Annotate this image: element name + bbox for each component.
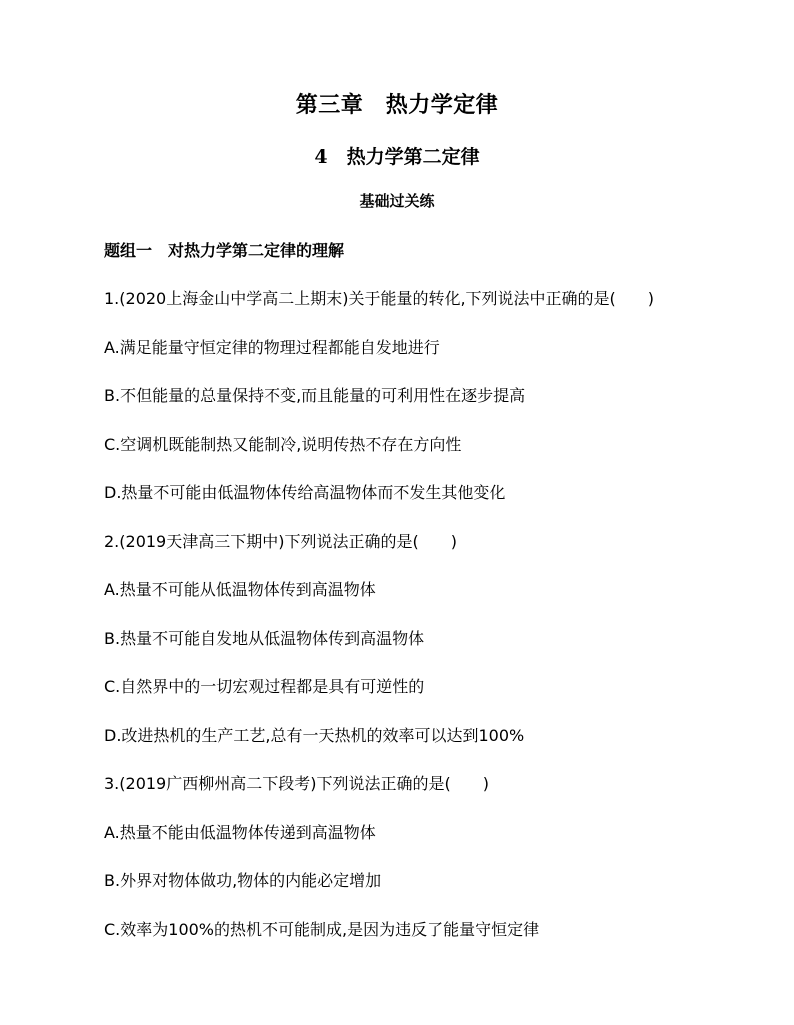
question-3-stem: 3.(2019广西柳州高二下段考)下列说法正确的是( ) <box>104 774 489 793</box>
question-3-option-a: A.热量不能由低温物体传递到高温物体 <box>104 823 376 842</box>
practice-title: 基础过关练 <box>359 192 435 210</box>
question-2-stem: 2.(2019天津高三下期中)下列说法正确的是( ) <box>104 532 457 551</box>
question-3-option-c: C.效率为100%的热机不可能制成,是因为违反了能量守恒定律 <box>104 920 540 939</box>
question-1-option-c: C.空调机既能制热又能制冷,说明传热不存在方向性 <box>104 435 462 454</box>
question-3-option-b: B.外界对物体做功,物体的内能必定增加 <box>104 871 382 890</box>
question-2-option-c: C.自然界中的一切宏观过程都是具有可逆性的 <box>104 677 425 696</box>
question-2-option-a: A.热量不可能从低温物体传到高温物体 <box>104 580 376 599</box>
question-1-option-a: A.满足能量守恒定律的物理过程都能自发地进行 <box>104 338 440 357</box>
question-1-stem: 1.(2020上海金山中学高二上期末)关于能量的转化,下列说法中正确的是( ) <box>104 289 655 308</box>
question-1-option-d: D.热量不可能由低温物体传给高温物体而不发生其他变化 <box>104 483 506 502</box>
question-1-option-b: B.不但能量的总量保持不变,而且能量的可利用性在逐步提高 <box>104 386 526 405</box>
chapter-title: 第三章 热力学定律 <box>295 92 499 118</box>
question-group-title: 题组一 对热力学第二定律的理解 <box>104 241 345 260</box>
question-2-option-b: B.热量不可能自发地从低温物体传到高温物体 <box>104 629 425 648</box>
question-2-option-d: D.改进热机的生产工艺,总有一天热机的效率可以达到100% <box>104 726 525 745</box>
section-title: 4 热力学第二定律 <box>314 146 480 168</box>
